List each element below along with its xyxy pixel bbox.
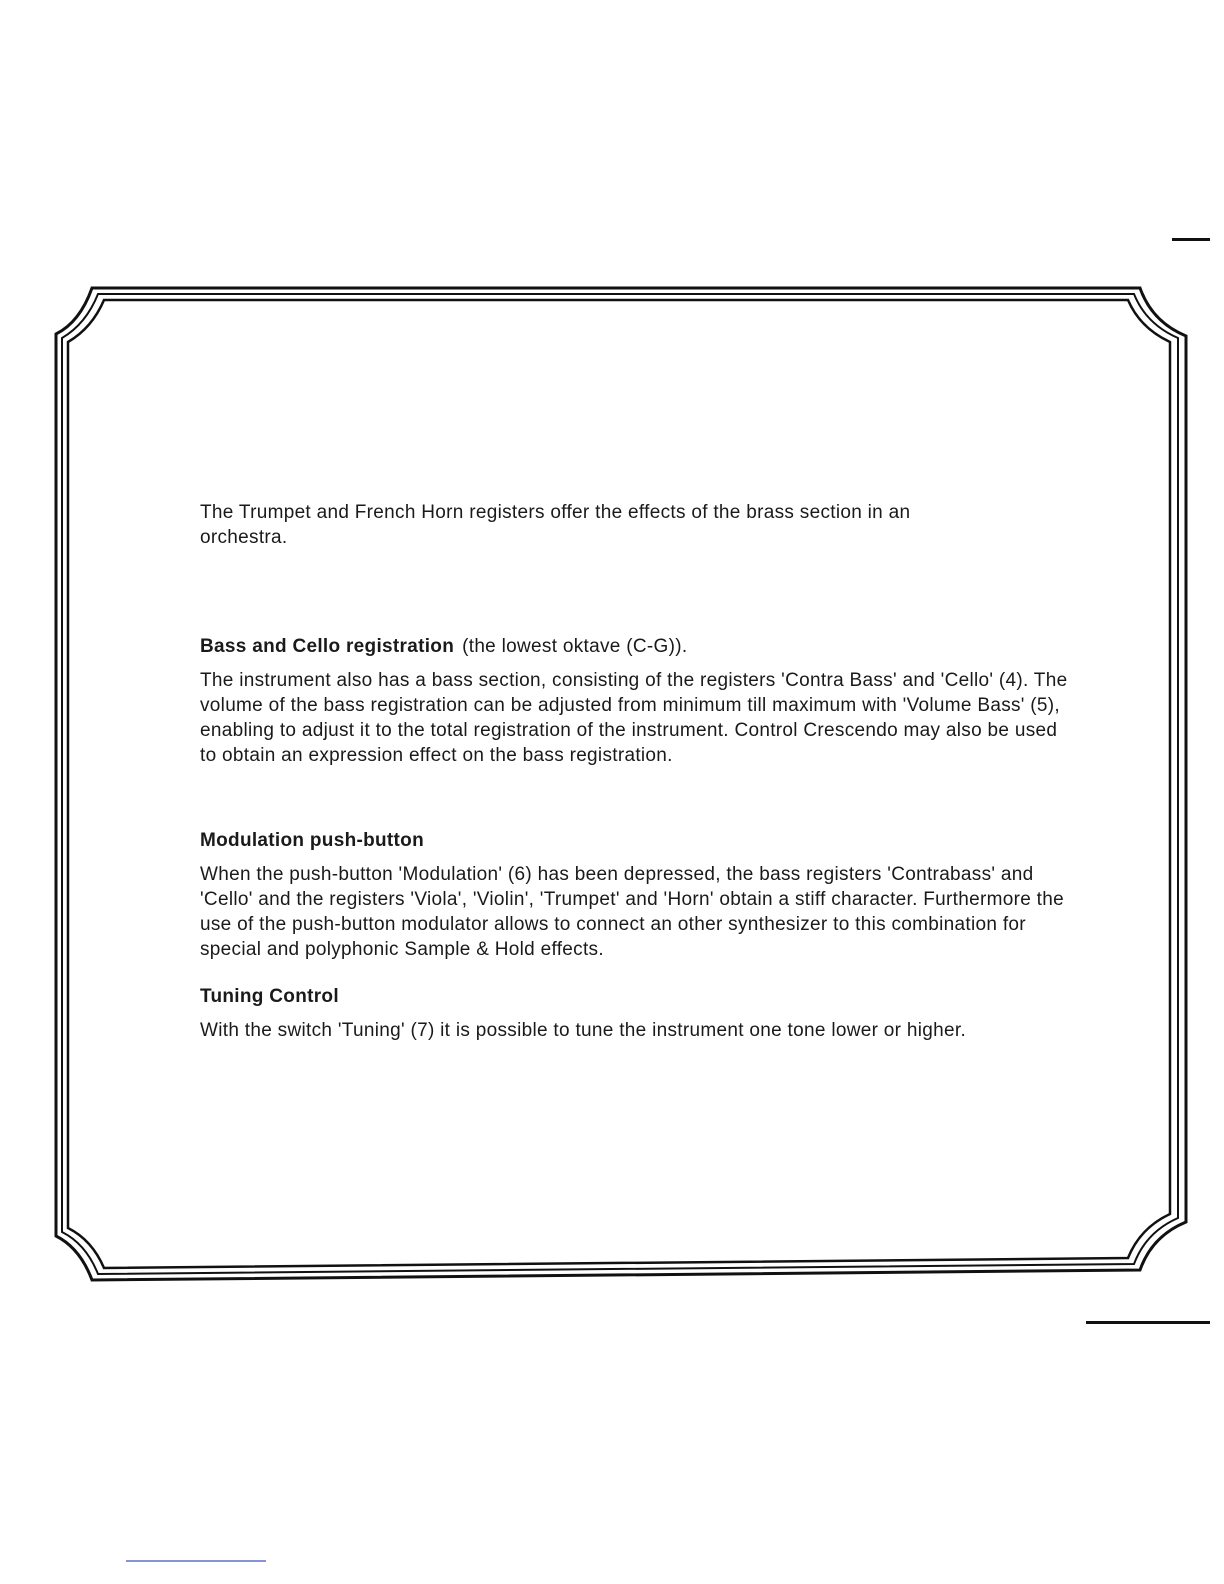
- tuning-body: With the switch 'Tuning' (7) it is possible to tune the instrument one tone lower or higher.: [200, 1020, 967, 1041]
- section-bass-cello: [200, 634, 1070, 768]
- modulation-body: When the push-button 'Modulation' (6) has been depressed, the bass registers 'Contrabass' and 'Cello' and the registers 'Viola', 'Violin', 'Trumpet' and 'Horn' obtain a stiff character. Furthermore the use of the push-button modulator allows to connect an other synthesizer to this combination for special and polyphonic Sample & Hold effects.: [200, 864, 1064, 960]
- edge-mark-bottom: [1086, 1321, 1210, 1324]
- page-content: [200, 500, 1070, 1043]
- bass-cello-heading: [200, 634, 1070, 659]
- bass-cello-body: The instrument also has a bass section, consisting of the registers 'Contra Bass' and 'Cello' (4). The volume of the bass registration can be adjusted from minimum till maximum with 'Volume Bass' (5), enabling to adjust it to the total registration of the instrument. Control Crescendo may also be used to obtain an expression effect on the bass registration.: [200, 670, 1068, 766]
- section-tuning: [200, 984, 1070, 1043]
- edge-mark-top: [1172, 238, 1210, 241]
- intro-paragraph: The Trumpet and French Horn registers offer the effects of the brass section in an orchestra.: [200, 502, 911, 548]
- bass-cello-heading-aside: (the lowest oktave (C-G)).: [462, 636, 688, 657]
- section-modulation: [200, 828, 1070, 962]
- modulation-heading: Modulation push-button: [200, 830, 424, 851]
- tuning-heading: Tuning Control: [200, 986, 339, 1007]
- bass-cello-heading-title: Bass and Cello registration: [200, 636, 455, 657]
